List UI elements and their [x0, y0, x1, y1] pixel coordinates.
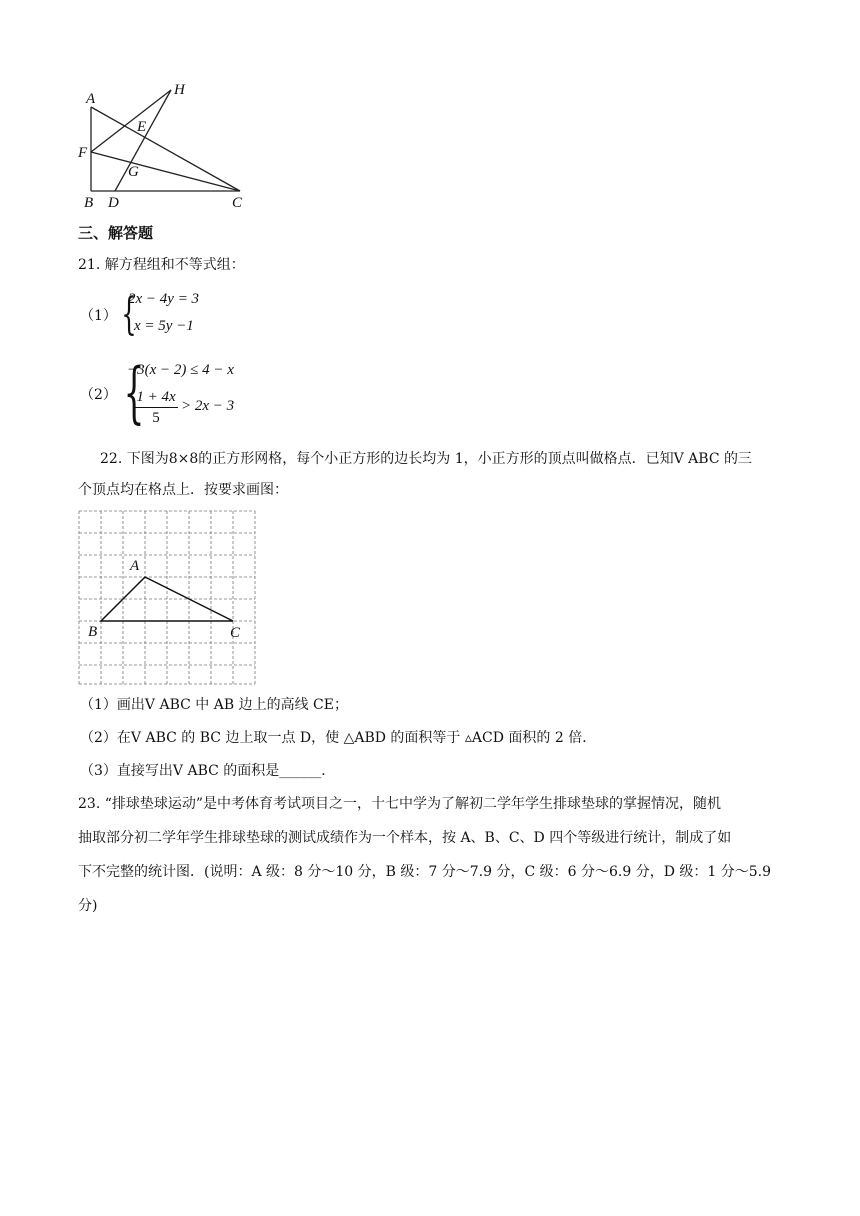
q21-part2-ineq2-rest: > 2x − 3 [181, 398, 235, 414]
q22-sub2: （2）在V ABC 的 BC 边上取一点 D，使 △ABD 的面积等于 ▵ACD 面积的 2 倍． [80, 730, 597, 746]
q23-line4: 分) [78, 898, 98, 914]
q21-part1-eq2: x = 5y −1 [134, 318, 194, 334]
grid-figure [72, 506, 262, 688]
q21-part1-brace: { [121, 289, 137, 340]
label-C: C [232, 195, 243, 211]
label-G: G [128, 164, 139, 180]
q21-part2-ineq1: −3(x − 2) ≤ 4 − x [127, 362, 234, 378]
label-H: H [174, 82, 185, 98]
label-E: E [137, 119, 147, 135]
q22-stem-line2: 个顶点均在格点上．按要求画图： [78, 482, 288, 498]
q22-sub3: （3）直接写出V ABC 的面积是______． [80, 763, 336, 779]
q23-line3: 下不完整的统计图．(说明：A 级：8 分～10 分，B 级：7 分～7.9 分，C 级：6 分～6.9 分，D 级：1 分～5.9 [78, 864, 771, 880]
q21-stem: 21. 解方程组和不等式组： [78, 257, 245, 273]
label-B: B [84, 195, 94, 211]
grid-label-B: B [88, 624, 98, 640]
q21-part2-frac-denominator: 5 [152, 410, 160, 426]
q22-stem-line1: 22. 下图为8×8的正方形网格，每个小正方形的边长均为 1，小正方形的顶点叫做格点．已知V ABC 的三 [100, 451, 752, 467]
q21-part2-frac-numerator: 1 + 4x [134, 388, 178, 408]
q21-part2-frac [134, 388, 178, 428]
section-title: 三、解答题 [78, 224, 154, 242]
label-A: A [86, 91, 96, 107]
q21-part2-brace: { [123, 354, 145, 431]
grid-label-A: A [130, 558, 140, 574]
segment-DH [115, 90, 171, 191]
label-F: F [78, 145, 88, 161]
q21-part1-eq1: 2x − 4y = 3 [128, 291, 200, 307]
grid-label-C: C [230, 625, 241, 641]
label-D: D [108, 195, 119, 211]
q23-line2: 抽取部分初二学年学生排球垫球的测试成绩作为一个样本，按 A、B、C、D 四个等级进行统计，制成了如 [78, 830, 732, 846]
q23-line1: 23. “排球垫球运动”是中考体育考试项目之一，十七中学为了解初二学年学生排球垫球的掌握情况，随机 [78, 796, 722, 812]
segment-FC [91, 152, 240, 191]
segment-FH [91, 90, 171, 152]
q21-part1-number: （1） [80, 308, 117, 324]
q21-part2-number: （2） [80, 387, 117, 403]
segment-AC [91, 107, 240, 191]
geometry-figure [70, 78, 260, 212]
grid-lines [79, 511, 255, 684]
q22-sub1: （1）画出V ABC 中 AB 边上的高线 CE； [80, 697, 348, 713]
